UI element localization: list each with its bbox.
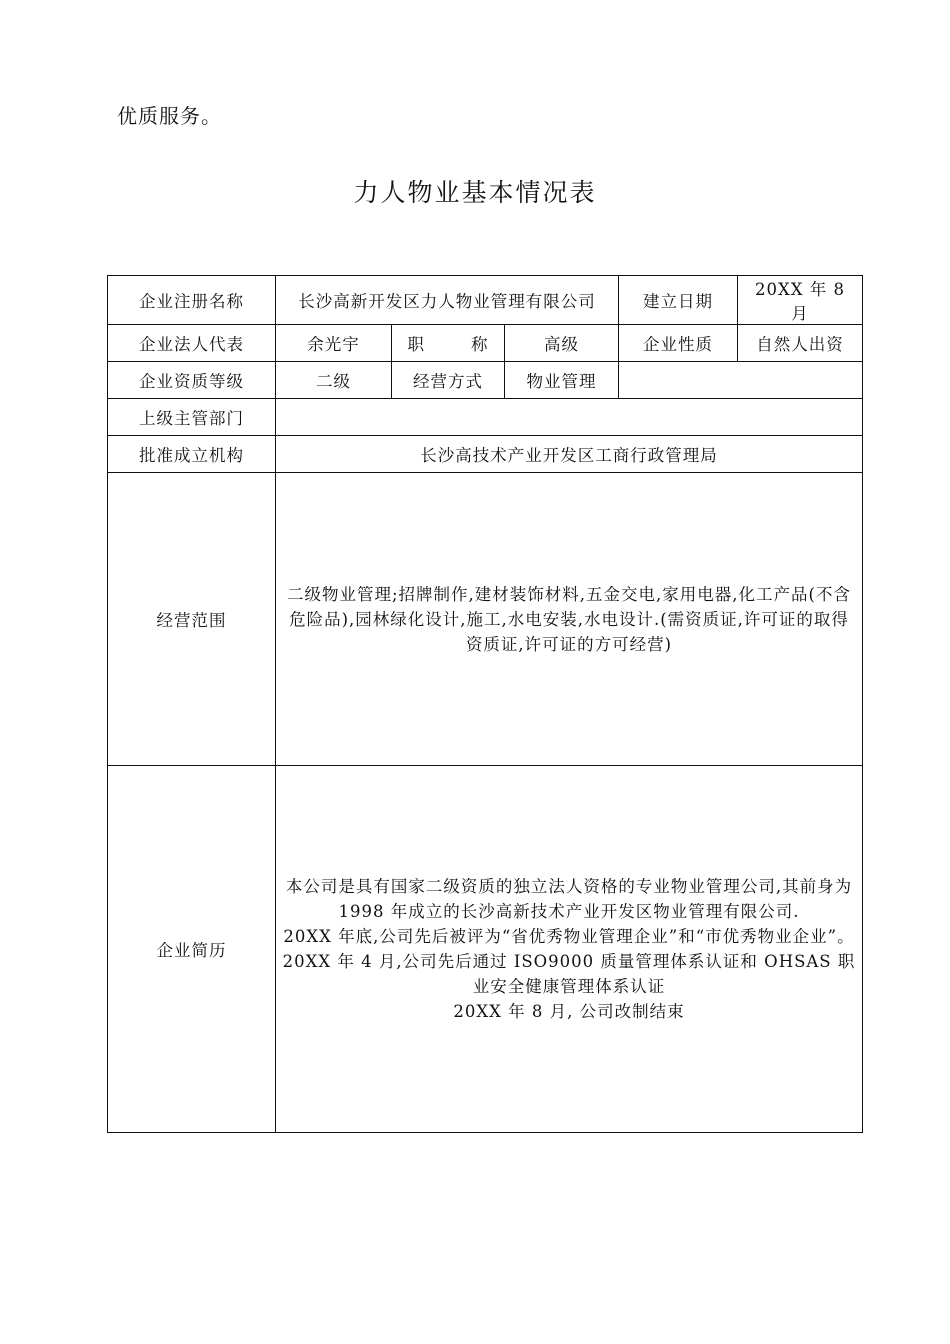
table-row	[108, 399, 863, 436]
table-row	[108, 473, 863, 766]
table-row	[108, 436, 863, 473]
title-value: 高级	[505, 325, 619, 362]
founding-date-label: 建立日期	[619, 276, 738, 325]
title-label-a: 职	[407, 335, 425, 354]
history-paragraph: 20XX 年 8 月, 公司改制结束	[453, 1002, 685, 1021]
operation-mode-value: 物业管理	[505, 362, 619, 399]
nature-value: 自然人出资	[738, 325, 863, 362]
operation-mode-label: 经营方式	[392, 362, 505, 399]
empty-cell	[619, 362, 863, 399]
qualification-label: 企业资质等级	[108, 362, 276, 399]
history-text	[276, 766, 863, 1133]
table-row	[108, 325, 863, 362]
nature-label: 企业性质	[619, 325, 738, 362]
title-label-b: 称	[471, 335, 489, 354]
table-row	[108, 276, 863, 325]
registered-name-value: 长沙高新开发区力人物业管理有限公司	[276, 276, 619, 325]
page-title: 力人物业基本情况表	[353, 178, 597, 207]
supervisor-label: 上级主管部门	[108, 399, 276, 436]
supervisor-value	[276, 399, 863, 436]
legal-rep-label: 企业法人代表	[108, 325, 276, 362]
history-paragraph: 本公司是具有国家二级资质的独立法人资格的专业物业管理公司,其前身为 1998 年成立的长沙高新技术产业开发区物业管理有限公司.	[285, 877, 853, 921]
approval-value: 长沙高技术产业开发区工商行政管理局	[276, 436, 863, 473]
registered-name-label: 企业注册名称	[108, 276, 276, 325]
legal-rep-value: 余光宇	[276, 325, 392, 362]
table-row	[108, 362, 863, 399]
approval-label: 批准成立机构	[108, 436, 276, 473]
founding-date-value: 20XX 年 8 月	[738, 276, 863, 325]
scope-label: 经营范围	[108, 473, 276, 766]
history-label: 企业简历	[108, 766, 276, 1133]
basic-info-table	[107, 275, 863, 1133]
history-paragraph: 20XX 年 4 月,公司先后通过 ISO9000 质量管理体系认证和 OHSAS 职业安全健康管理体系认证	[282, 952, 856, 996]
title-label	[392, 325, 505, 362]
table-row	[108, 766, 863, 1133]
qualification-value: 二级	[276, 362, 392, 399]
history-paragraph: 20XX 年底,公司先后被评为“省优秀物业管理企业”和“市优秀物业企业”。	[283, 927, 855, 946]
lead-text: 优质服务。	[117, 104, 222, 128]
scope-text: 二级物业管理;招牌制作,建材装饰材料,五金交电,家用电器,化工产品(不含危险品),园林绿化设计,施工,水电安装,水电设计.(需资质证,许可证的取得资质证,许可证的方可经营)	[276, 473, 863, 766]
